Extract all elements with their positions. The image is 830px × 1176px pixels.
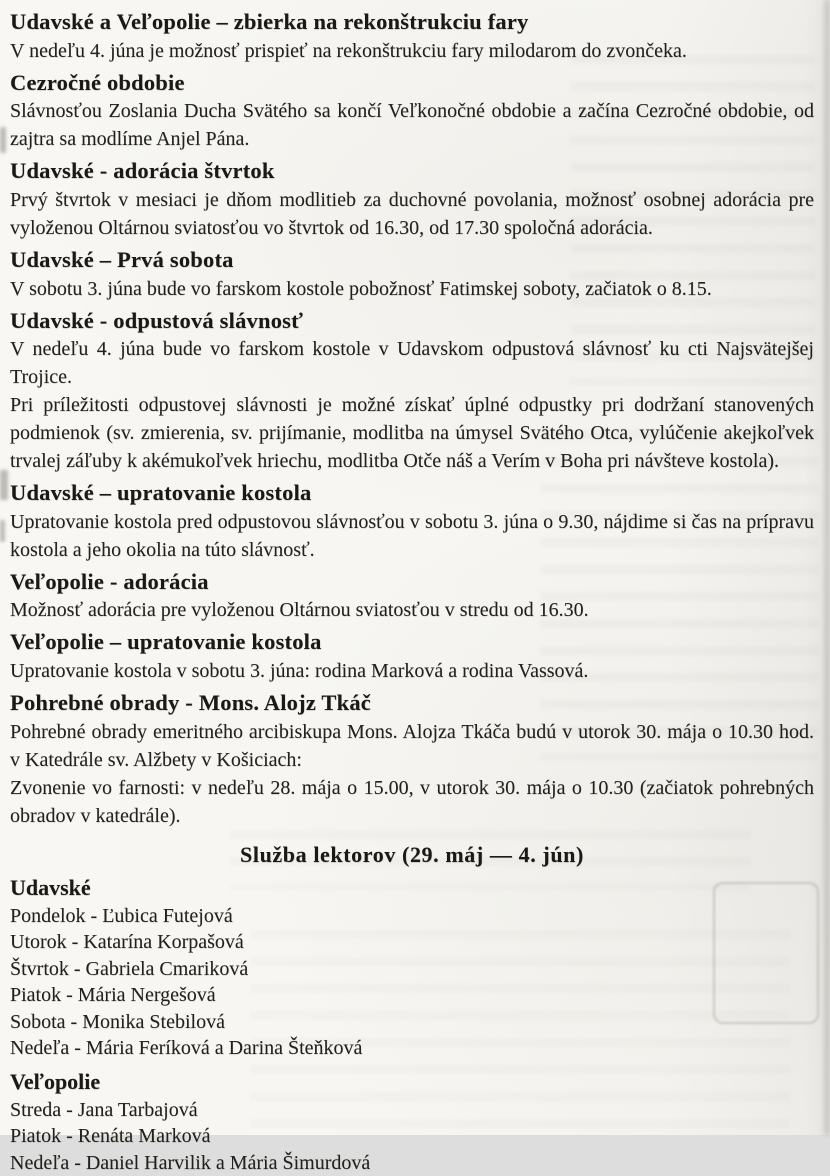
lector-entry: Štvrtok - Gabriela Cmariková xyxy=(10,957,249,980)
lector-entry: Nedeľa - Mária Feríková a Darina Šteňková xyxy=(10,1037,363,1060)
section-paragraph: Upratovanie kostola v sobotu 3. júna: rodina Marková a rodina Vassová. xyxy=(10,660,589,683)
heading-zbierka-na-rekonstrukciu: Udavské a Veľopolie – zbierka na rekonštrukciu fary xyxy=(10,9,529,34)
heading-udavske-upratovanie-kostola: Udavské – upratovanie kostola xyxy=(10,480,312,506)
lectors-group-udavske: Udavské xyxy=(10,874,91,900)
bulletin-content xyxy=(10,4,814,1176)
lector-entry: Pondelok - Ľubica Futejová xyxy=(10,904,233,927)
heading-velopolie-adoracia: Veľopolie - adorácia xyxy=(10,568,209,594)
lector-entry: Piatok - Renáta Marková xyxy=(10,1125,211,1148)
lectors-group-velopolie: Veľopolie xyxy=(10,1068,101,1094)
lectors-title: Služba lektorov (29. máj — 4. jún) xyxy=(240,841,584,867)
heading-udavske-odpustova-slavnost: Udavské - odpustová slávnosť xyxy=(10,307,304,333)
section-paragraph: Pohrebné obrady emeritného arcibiskupa Mons. Alojza Tkáča budú v utorok 30. mája o 10.30 hod. v Katedrále sv. Alžbety v Košiciach: xyxy=(10,720,814,771)
lector-entry: Nedeľa - Daniel Harvilik a Mária Šimurdová xyxy=(10,1151,371,1174)
lector-entry: Sobota - Monika Stebilová xyxy=(10,1010,225,1033)
section-paragraph: V sobotu 3. júna bude vo farskom kostole pobožnosť Fatimskej soboty, začiatok o 8.15. xyxy=(10,277,712,300)
section-paragraph: V nedeľu 4. júna je možnosť prispieť na rekonštrukciu fary milodarom do zvončeka. xyxy=(10,39,687,62)
lector-entry: Piatok - Mária Nergešová xyxy=(10,984,216,1007)
edge-smudge xyxy=(0,520,5,542)
section-paragraph: V nedeľu 4. júna bude vo farskom kostole v Udavskom odpustová slávnosť ku cti Najsvätejšej Trojice. xyxy=(10,338,814,389)
section-paragraph: Možnosť adorácia pre vyloženou Oltárnou sviatosťou v stredu od 16.30. xyxy=(10,599,589,622)
heading-cezrocne-obdobie: Cezročné obdobie xyxy=(10,69,185,95)
heading-pohrebne-obrady: Pohrebné obrady - Mons. Alojz Tkáč xyxy=(10,690,371,716)
section-paragraph: Upratovanie kostola pred odpustovou slávnosťou v sobotu 3. júna o 9.30, nájdime si čas na prípravu kostola a jeho okolia na túto slávnosť. xyxy=(10,510,814,561)
section-paragraph: Pri príležitosti odpustovej slávnosti je možné získať úplné odpustky pri dodržaní stanovených podmienok (sv. zmierenia, sv. prijímanie, modlitba na úmysel Svätého Otca, vylúčenie akejkoľvek trvalej záľuby k akémukoľvek hriechu, modlitba Otče náš a Verím v Boha pri návšteve kostola). xyxy=(10,394,814,473)
section-paragraph: Prvý štvrtok v mesiaci je dňom modlitieb za duchovné povolania, možnosť osobnej adorácia pre vyloženou Oltárnou sviatosťou vo štvrtok od 16.30, od 17.30 spoločná adorácia. xyxy=(10,188,814,239)
scan-edge-shadow xyxy=(824,0,830,1135)
heading-velopolie-upratovanie-kostola: Veľopolie – upratovanie kostola xyxy=(10,629,322,655)
heading-udavske-adoracia-stvrtok: Udavské - adorácia štvrtok xyxy=(10,158,275,184)
heading-udavske-prva-sobota: Udavské – Prvá sobota xyxy=(10,246,234,272)
edge-smudge xyxy=(0,127,6,153)
lector-entry: Utorok - Katarína Korpašová xyxy=(10,931,244,954)
section-paragraph: Slávnosťou Zoslania Ducha Svätého sa končí Veľkonočné obdobie a začína Cezročné obdobie, od zajtra sa modlíme Anjel Pána. xyxy=(10,100,814,151)
lector-entry: Streda - Jana Tarbajová xyxy=(10,1098,198,1121)
edge-smudge xyxy=(0,470,8,500)
section-paragraph: Zvonenie vo farnosti: v nedeľu 28. mája o 15.00, v utorok 30. mája o 10.30 (začiatok pohrebných obradov v katedrále). xyxy=(10,776,814,827)
